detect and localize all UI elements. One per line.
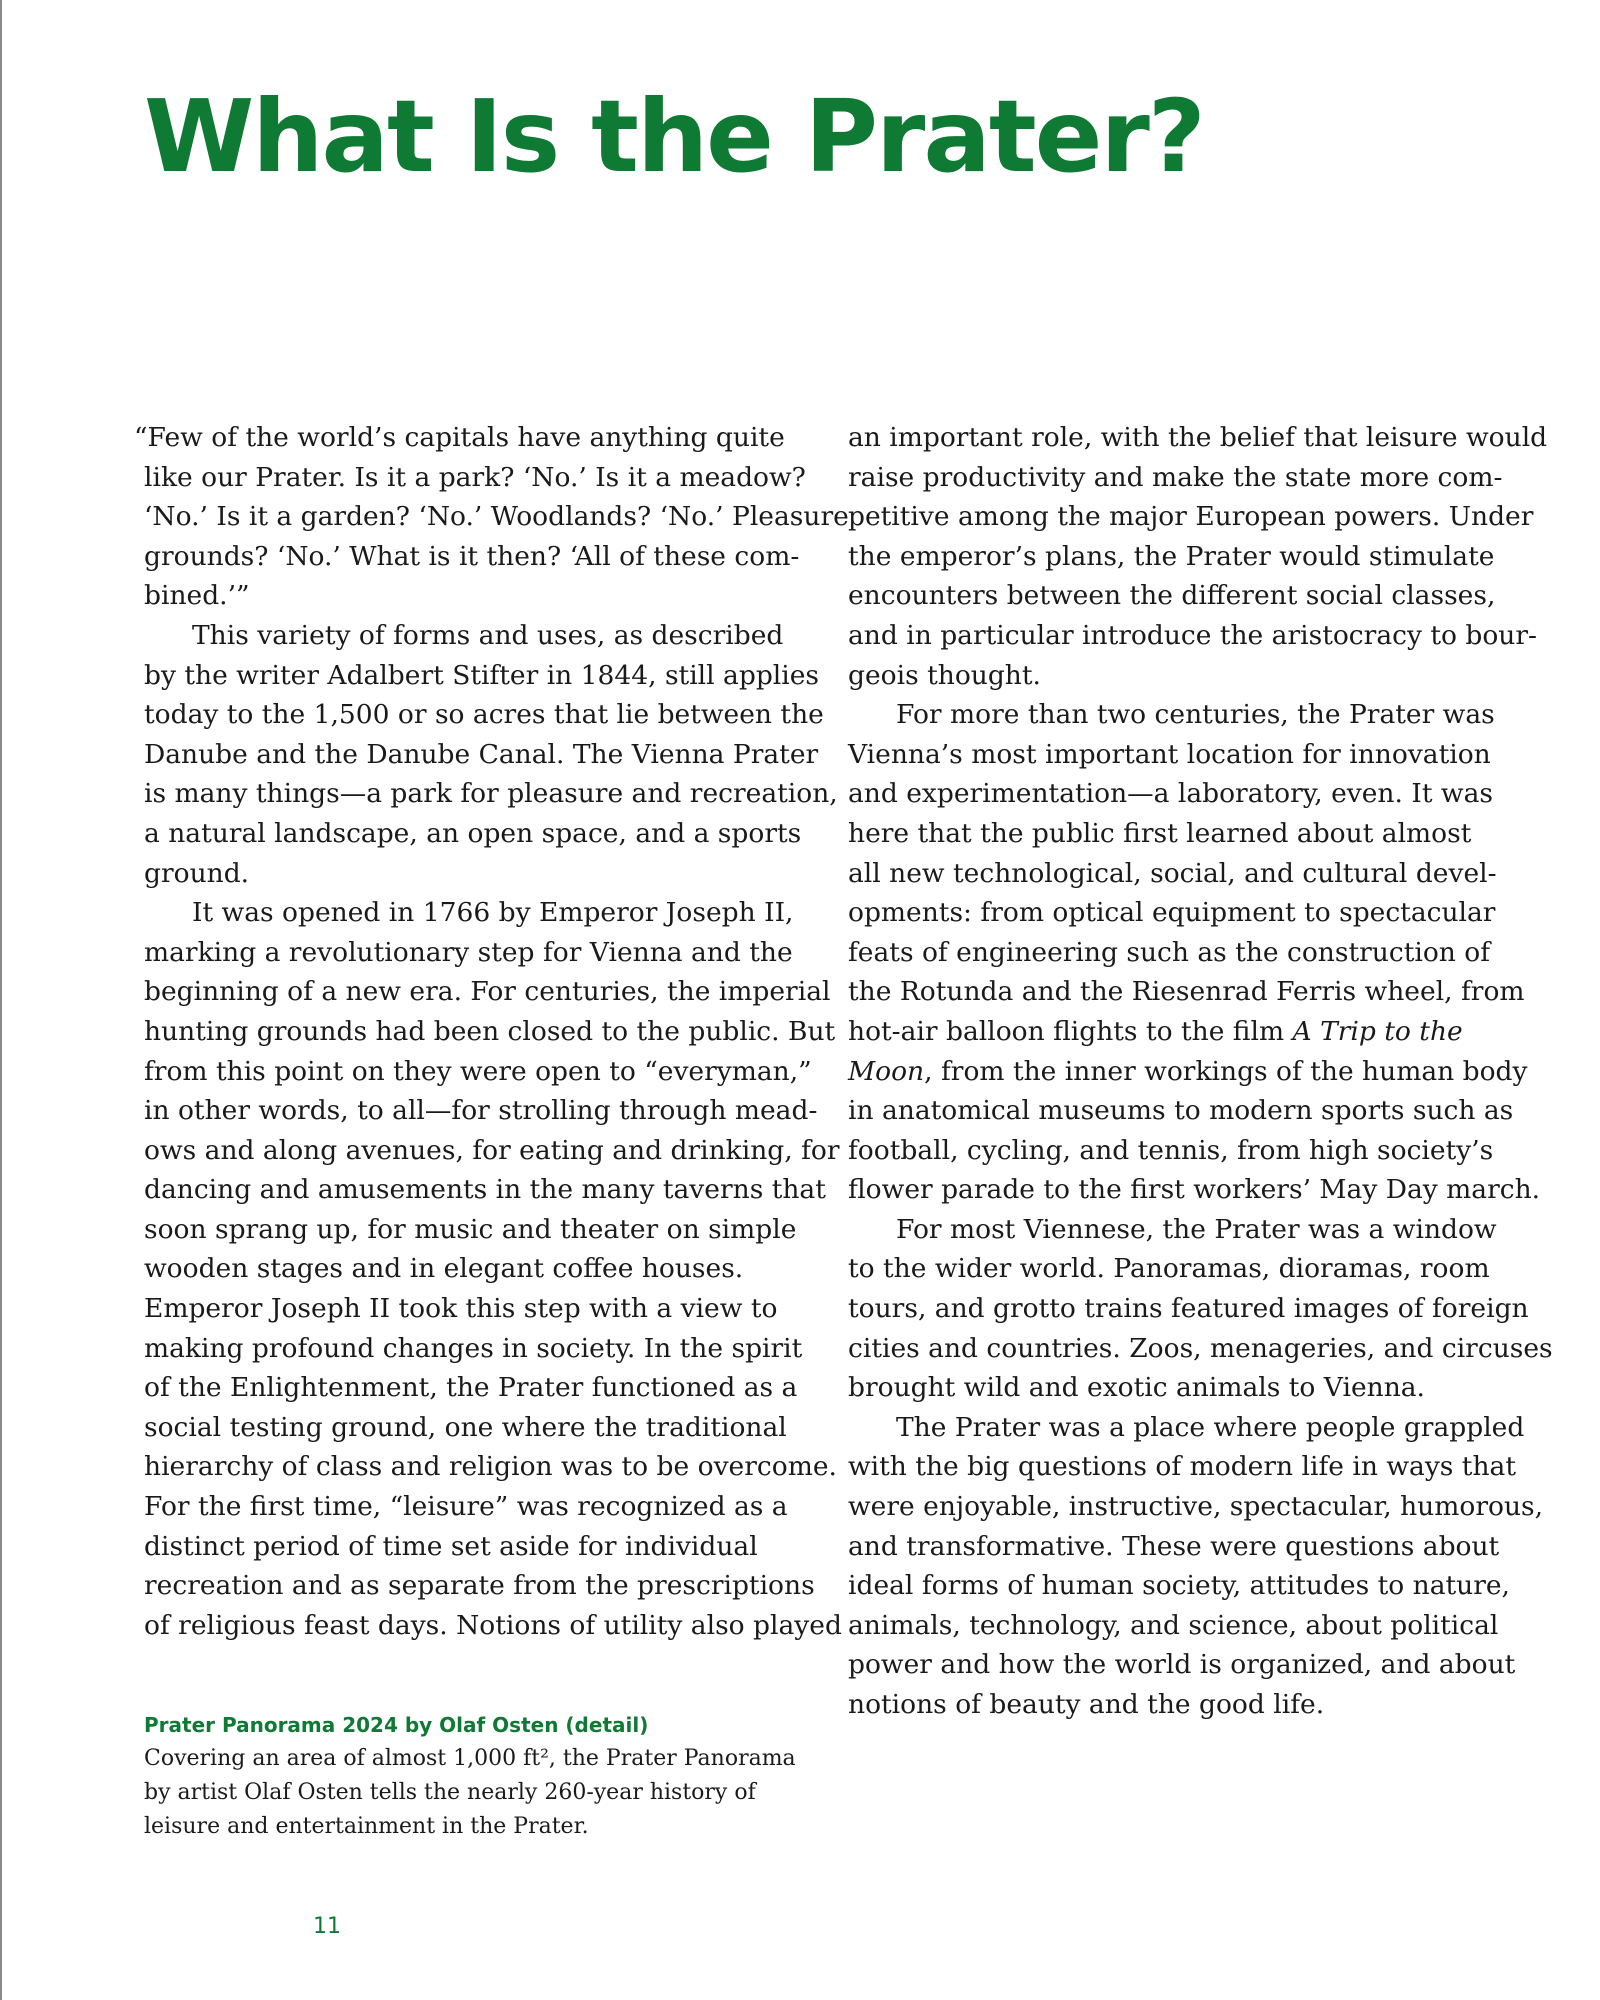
text-line: and experimentation—a laboratory, even. It was — [848, 778, 1493, 810]
big-questions-paragraph — [848, 1408, 1544, 1725]
text-line: here that the public first learned about almost — [848, 817, 1472, 849]
text-line: in anatomical museums to modern sports such as — [848, 1095, 1514, 1127]
caption-title: Prater Panorama 2024 by Olaf Osten (detail) — [144, 1713, 649, 1737]
text-line: the emperor’s plans, the Prater would stimulate — [848, 540, 1495, 572]
page-number: 11 — [313, 1914, 341, 1939]
text-line: ideal forms of human society, attitudes to nature, — [848, 1570, 1510, 1602]
text-line-with-film-title — [848, 1052, 1528, 1092]
film-title-italic: Moon — [848, 1055, 925, 1087]
text-line: feats of engineering such as the construction of — [848, 936, 1491, 968]
film-title-italic: A Trip to the — [1292, 1015, 1463, 1047]
text-line: wooden stages and in elegant coffee houses. — [144, 1253, 744, 1285]
right-column — [848, 418, 1553, 1725]
text-line: Danube and the Danube Canal. The Vienna Prater — [144, 738, 819, 770]
text-line: distinct period of time set aside for individual — [144, 1530, 758, 1562]
text-line: brought wild and exotic animals to Vienna. — [848, 1372, 1425, 1404]
text-line: ‘No.’ Is it a garden? ‘No.’ Woodlands? ‘No.’ Pleasure — [144, 501, 849, 533]
text-line: Emperor Joseph II took this step with a view to — [144, 1293, 778, 1325]
text-line: bined.’” — [144, 580, 250, 612]
text-line: Vienna’s most important location for innovation — [848, 738, 1491, 770]
text-line: recreation and as separate from the prescriptions — [144, 1570, 815, 1602]
text-line: the Rotunda and the Riesenrad Ferris wheel, from — [848, 976, 1525, 1008]
text-line: ows and along avenues, for eating and drinking, for — [144, 1134, 840, 1166]
text-line: animals, technology, and science, about political — [848, 1609, 1499, 1641]
text-line: football, cycling, and tennis, from high society’s — [848, 1134, 1494, 1166]
text-line: social testing ground, one where the traditional — [144, 1411, 787, 1443]
page-edge-rule — [0, 0, 2, 2000]
text-line: of the Enlightenment, the Prater functioned as a — [144, 1372, 798, 1404]
text-line: dancing and amusements in the many taverns that — [144, 1174, 826, 1206]
text-line: is many things—a park for pleasure and recreation, — [144, 778, 838, 810]
text-line: For the first time, “leisure” was recognized as a — [144, 1491, 788, 1523]
text-line: today to the 1,500 or so acres that lie between the — [144, 699, 824, 731]
text-line: hierarchy of class and religion was to be overcome. — [144, 1451, 837, 1483]
text-fragment: hot-air balloon flights to the film — [848, 1015, 1293, 1047]
text-line: soon sprang up, for music and theater on simple — [144, 1213, 797, 1245]
left-column — [134, 418, 849, 1645]
text-line: flower parade to the first workers’ May Day march. — [848, 1174, 1541, 1206]
text-line: and in particular introduce the aristocracy to bour- — [848, 619, 1537, 651]
text-line: For more than two centuries, the Prater was — [896, 699, 1495, 731]
text-line: beginning of a new era. For centuries, the imperial — [144, 976, 831, 1008]
text-line: The Prater was a place where people grappled — [896, 1411, 1525, 1443]
variety-paragraph — [144, 616, 838, 893]
text-line: encounters between the different social classes, — [848, 580, 1496, 612]
page-title: What Is the Prater? — [144, 78, 1204, 195]
text-line: petitive among the major European powers. Under — [848, 501, 1534, 533]
text-fragment: , from the inner workings of the human body — [924, 1055, 1528, 1087]
text-line: an important role, with the belief that leisure would — [848, 422, 1548, 453]
caption-line: Covering an area of almost 1,000 ft², the Prater Panorama — [144, 1746, 796, 1771]
caption-line: by artist Olaf Osten tells the nearly 260-year history of — [144, 1780, 756, 1805]
text-line: cities and countries. Zoos, menageries, and circuses — [848, 1332, 1553, 1364]
text-line: by the writer Adalbert Stifter in 1844, still applies — [144, 659, 820, 691]
text-line: with the big questions of modern life in ways that — [848, 1451, 1516, 1483]
text-line: opments: from optical equipment to spectacular — [848, 897, 1496, 929]
text-line: to the wider world. Panoramas, dioramas, room — [848, 1253, 1490, 1285]
caption-line: leisure and entertainment in the Prater. — [144, 1814, 589, 1839]
continuation-paragraph — [848, 418, 1548, 695]
innovation-paragraph — [848, 695, 1541, 1210]
text-line: It was opened in 1766 by Emperor Joseph II, — [192, 897, 794, 929]
text-line: making profound changes in society. In the spirit — [144, 1332, 803, 1364]
text-line: hunting grounds had been closed to the public. But — [144, 1015, 836, 1047]
stifter-quote-paragraph — [134, 418, 849, 616]
text-line: ground. — [144, 857, 250, 889]
text-line: all new technological, social, and cultural devel- — [848, 857, 1497, 889]
caption-text — [144, 1742, 804, 1844]
text-line: from this point on they were open to “everyman,” — [144, 1055, 812, 1087]
text-line: For most Viennese, the Prater was a window — [896, 1213, 1497, 1245]
text-line: of religious feast days. Notions of utility also played — [144, 1609, 842, 1641]
image-caption — [144, 1710, 804, 1844]
text-line: marking a revolutionary step for Vienna and the — [144, 936, 793, 968]
text-line: a natural landscape, an open space, and a sports — [144, 817, 802, 849]
text-line: geois thought. — [848, 659, 1041, 691]
text-line: in other words, to all—for strolling through mead- — [144, 1095, 818, 1127]
text-line: “Few of the world’s capitals have anything quite — [134, 422, 785, 453]
text-line: like our Prater. Is it a park? ‘No.’ Is it a meadow? — [144, 461, 806, 493]
text-line: notions of beauty and the good life. — [848, 1689, 1325, 1720]
text-line: power and how the world is organized, and about — [848, 1649, 1516, 1681]
opening-1766-paragraph — [144, 893, 842, 1645]
text-line: tours, and grotto trains featured images of foreign — [848, 1293, 1529, 1325]
text-line: were enjoyable, instructive, spectacular, humorous, — [848, 1491, 1544, 1523]
text-line: grounds? ‘No.’ What is it then? ‘All of these com- — [144, 540, 800, 572]
window-to-world-paragraph — [848, 1210, 1553, 1408]
text-line: and transformative. These were questions about — [848, 1530, 1500, 1562]
text-line: This variety of forms and uses, as described — [192, 619, 784, 651]
text-line-with-film-title — [848, 1012, 1528, 1052]
text-line: raise productivity and make the state more com- — [848, 461, 1503, 493]
